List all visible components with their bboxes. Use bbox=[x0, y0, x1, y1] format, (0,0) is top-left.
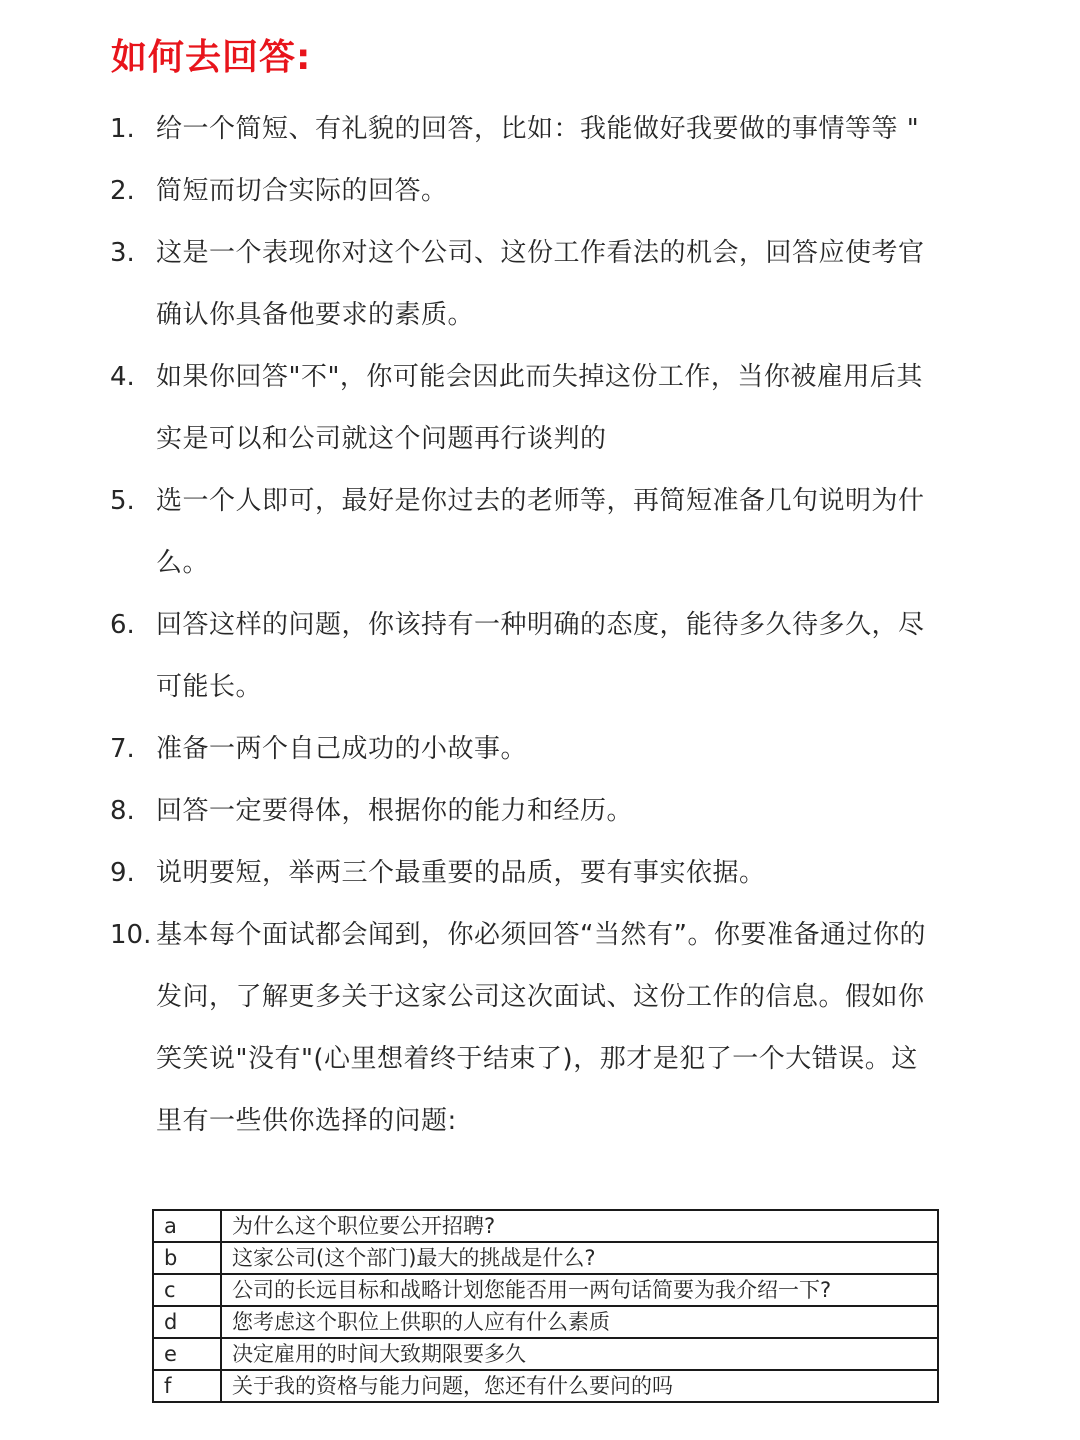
question-key: c bbox=[153, 1274, 221, 1306]
table-row bbox=[153, 1274, 938, 1306]
question-key: a bbox=[153, 1210, 221, 1242]
question-key: d bbox=[153, 1306, 221, 1338]
table-row bbox=[153, 1242, 938, 1274]
item-text: 说明要短，举两三个最重要的品质，要有事实依据。 bbox=[156, 858, 766, 888]
question-key: b bbox=[153, 1242, 221, 1274]
section-title: 如何去回答: bbox=[111, 37, 312, 78]
table-row bbox=[153, 1306, 938, 1338]
question-text: 决定雇用的时间大致期限要多久 bbox=[221, 1338, 938, 1370]
item-text: 简短而切合实际的回答。 bbox=[156, 176, 448, 206]
item-number: 8. bbox=[110, 796, 135, 826]
item-text: 准备一两个自己成功的小故事。 bbox=[156, 734, 528, 764]
list-item bbox=[110, 842, 950, 904]
table-row bbox=[153, 1338, 938, 1370]
item-number: 3. bbox=[110, 238, 135, 268]
item-number: 9. bbox=[110, 858, 135, 888]
list-item bbox=[110, 904, 950, 1152]
item-text: 选一个人即可，最好是你过去的老师等，再简短准备几句说明为什么。 bbox=[156, 486, 925, 578]
question-text: 这家公司(这个部门)最大的挑战是什么? bbox=[221, 1242, 938, 1274]
list-item bbox=[110, 780, 950, 842]
item-text: 给一个简短、有礼貌的回答，比如：我能做好我要做的事情等等 " bbox=[156, 114, 920, 144]
list-item bbox=[110, 594, 950, 718]
item-number: 5. bbox=[110, 486, 135, 516]
questions-table bbox=[152, 1209, 939, 1403]
question-key: e bbox=[153, 1338, 221, 1370]
item-number: 1. bbox=[110, 114, 135, 144]
list-item bbox=[110, 160, 950, 222]
item-text: 这是一个表现你对这个公司、这份工作看法的机会，回答应使考官确认你具备他要求的素质。 bbox=[156, 238, 925, 330]
answer-list bbox=[110, 98, 950, 1152]
item-text: 如果你回答"不"，你可能会因此而失掉这份工作，当你被雇用后其实是可以和公司就这个问题再行谈判的 bbox=[156, 362, 923, 454]
list-item bbox=[110, 470, 950, 594]
question-text: 为什么这个职位要公开招聘? bbox=[221, 1210, 938, 1242]
question-text: 公司的长远目标和战略计划您能否用一两句话简要为我介绍一下? bbox=[221, 1274, 938, 1306]
table-row bbox=[153, 1210, 938, 1242]
list-item bbox=[110, 346, 950, 470]
list-item bbox=[110, 222, 950, 346]
item-number: 6. bbox=[110, 610, 135, 640]
question-text: 关于我的资格与能力问题，您还有什么要问的吗 bbox=[221, 1370, 938, 1402]
item-number: 2. bbox=[110, 176, 135, 206]
item-text: 基本每个面试都会闻到，你必须回答“当然有”。你要准备通过你的发问，了解更多关于这家公司这次面试、这份工作的信息。假如你笑笑说"没有"(心里想着终于结束了)，那才是犯了一个大错误。这里有一些供你选择的问题: bbox=[156, 920, 926, 1136]
item-text: 回答一定要得体，根据你的能力和经历。 bbox=[156, 796, 634, 826]
table-row bbox=[153, 1370, 938, 1402]
list-item bbox=[110, 98, 950, 160]
item-number: 10. bbox=[110, 920, 152, 950]
question-key: f bbox=[153, 1370, 221, 1402]
question-text: 您考虑这个职位上供职的人应有什么素质 bbox=[221, 1306, 938, 1338]
item-text: 回答这样的问题，你该持有一种明确的态度，能待多久待多久，尽可能长。 bbox=[156, 610, 925, 702]
list-item bbox=[110, 718, 950, 780]
item-number: 4. bbox=[110, 362, 135, 392]
item-number: 7. bbox=[110, 734, 135, 764]
